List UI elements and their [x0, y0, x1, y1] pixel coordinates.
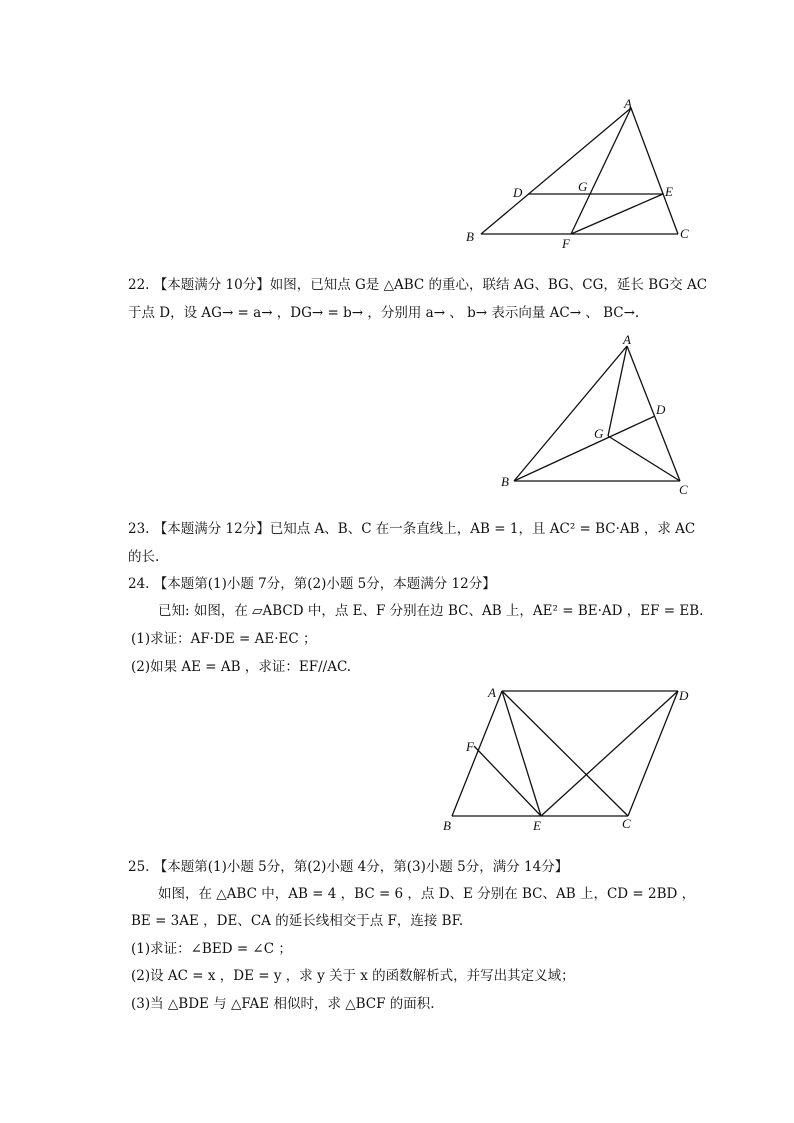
- q24-line2: 已知: 如图，在 ▱ABCD 中，点 E、F 分别在边 BC、AB 上，AE² = BE·AD ，EF = EB.: [158, 603, 704, 619]
- label-B: B: [466, 229, 474, 244]
- seg-AB: [452, 691, 502, 816]
- q24-line3: (1)求证：AF·DE = AE·EC ；: [131, 631, 317, 647]
- q24-line1: 24. 【本题第(1)小题 7分，第(2)小题 5分，本题满分 12分】: [128, 576, 496, 592]
- label-F: F: [466, 739, 474, 754]
- label-D: D: [513, 185, 523, 200]
- label-E: E: [665, 184, 673, 199]
- label-G: G: [578, 179, 588, 194]
- q25-line2: 如图，在 △ABC 中，AB = 4 ，BC = 6 ，点 D、E 分别在 BC、AB 上，CD = 2BD ，: [158, 886, 696, 902]
- label-C: C: [680, 226, 689, 241]
- q23-line1: 23. 【本题满分 12分】已知点 A、B、C 在一条直线上，AB = 1，且 AC² = BC·AB ，求 AC: [128, 521, 696, 537]
- q24-line4: (2)如果 AE = AB ，求证：EF//AC.: [131, 659, 352, 675]
- q25-line1: 25. 【本题第(1)小题 5分，第(2)小题 4分，第(3)小题 5分，满分 14分】: [128, 859, 569, 875]
- seg-DC: [628, 691, 678, 816]
- label-F: F: [562, 236, 570, 251]
- label-D: D: [656, 402, 666, 417]
- seg-FE: [474, 746, 541, 816]
- q25-line4: (1)求证：∠BED = ∠C ；: [131, 941, 292, 957]
- q25-line5: (2)设 AC = x ，DE = y ，求 y 关于 x 的函数解析式，并写出其定义域；: [131, 968, 575, 984]
- label-E: E: [533, 818, 541, 833]
- label-B: B: [443, 818, 451, 833]
- q25-line6: (3)当 △BDE 与 △FAE 相似时，求 △BCF 的面积.: [131, 996, 435, 1012]
- label-A: A: [623, 332, 631, 347]
- label-A: A: [624, 96, 632, 111]
- label-C: C: [622, 816, 631, 831]
- q23-line2: 的长.: [128, 549, 160, 565]
- label-B: B: [501, 474, 509, 489]
- label-C: C: [679, 482, 688, 497]
- q22-line2: 于点 D，设 AG→ = a→ ，DG→ = b→ ，分别用 a→ 、 b→ 表示向量 AC→ 、 BC→.: [128, 305, 640, 321]
- q25-line3: BE = 3AE ，DE、CA 的延长线相交于点 F，连接 BF.: [131, 913, 464, 929]
- label-D: D: [679, 688, 689, 703]
- label-G: G: [594, 426, 604, 441]
- q22-line1: 22. 【本题满分 10分】如图，已知点 G是 △ABC 的重心，联结 AG、BG、CG，延长 BG交 AC: [128, 277, 708, 293]
- label-A: A: [488, 685, 496, 700]
